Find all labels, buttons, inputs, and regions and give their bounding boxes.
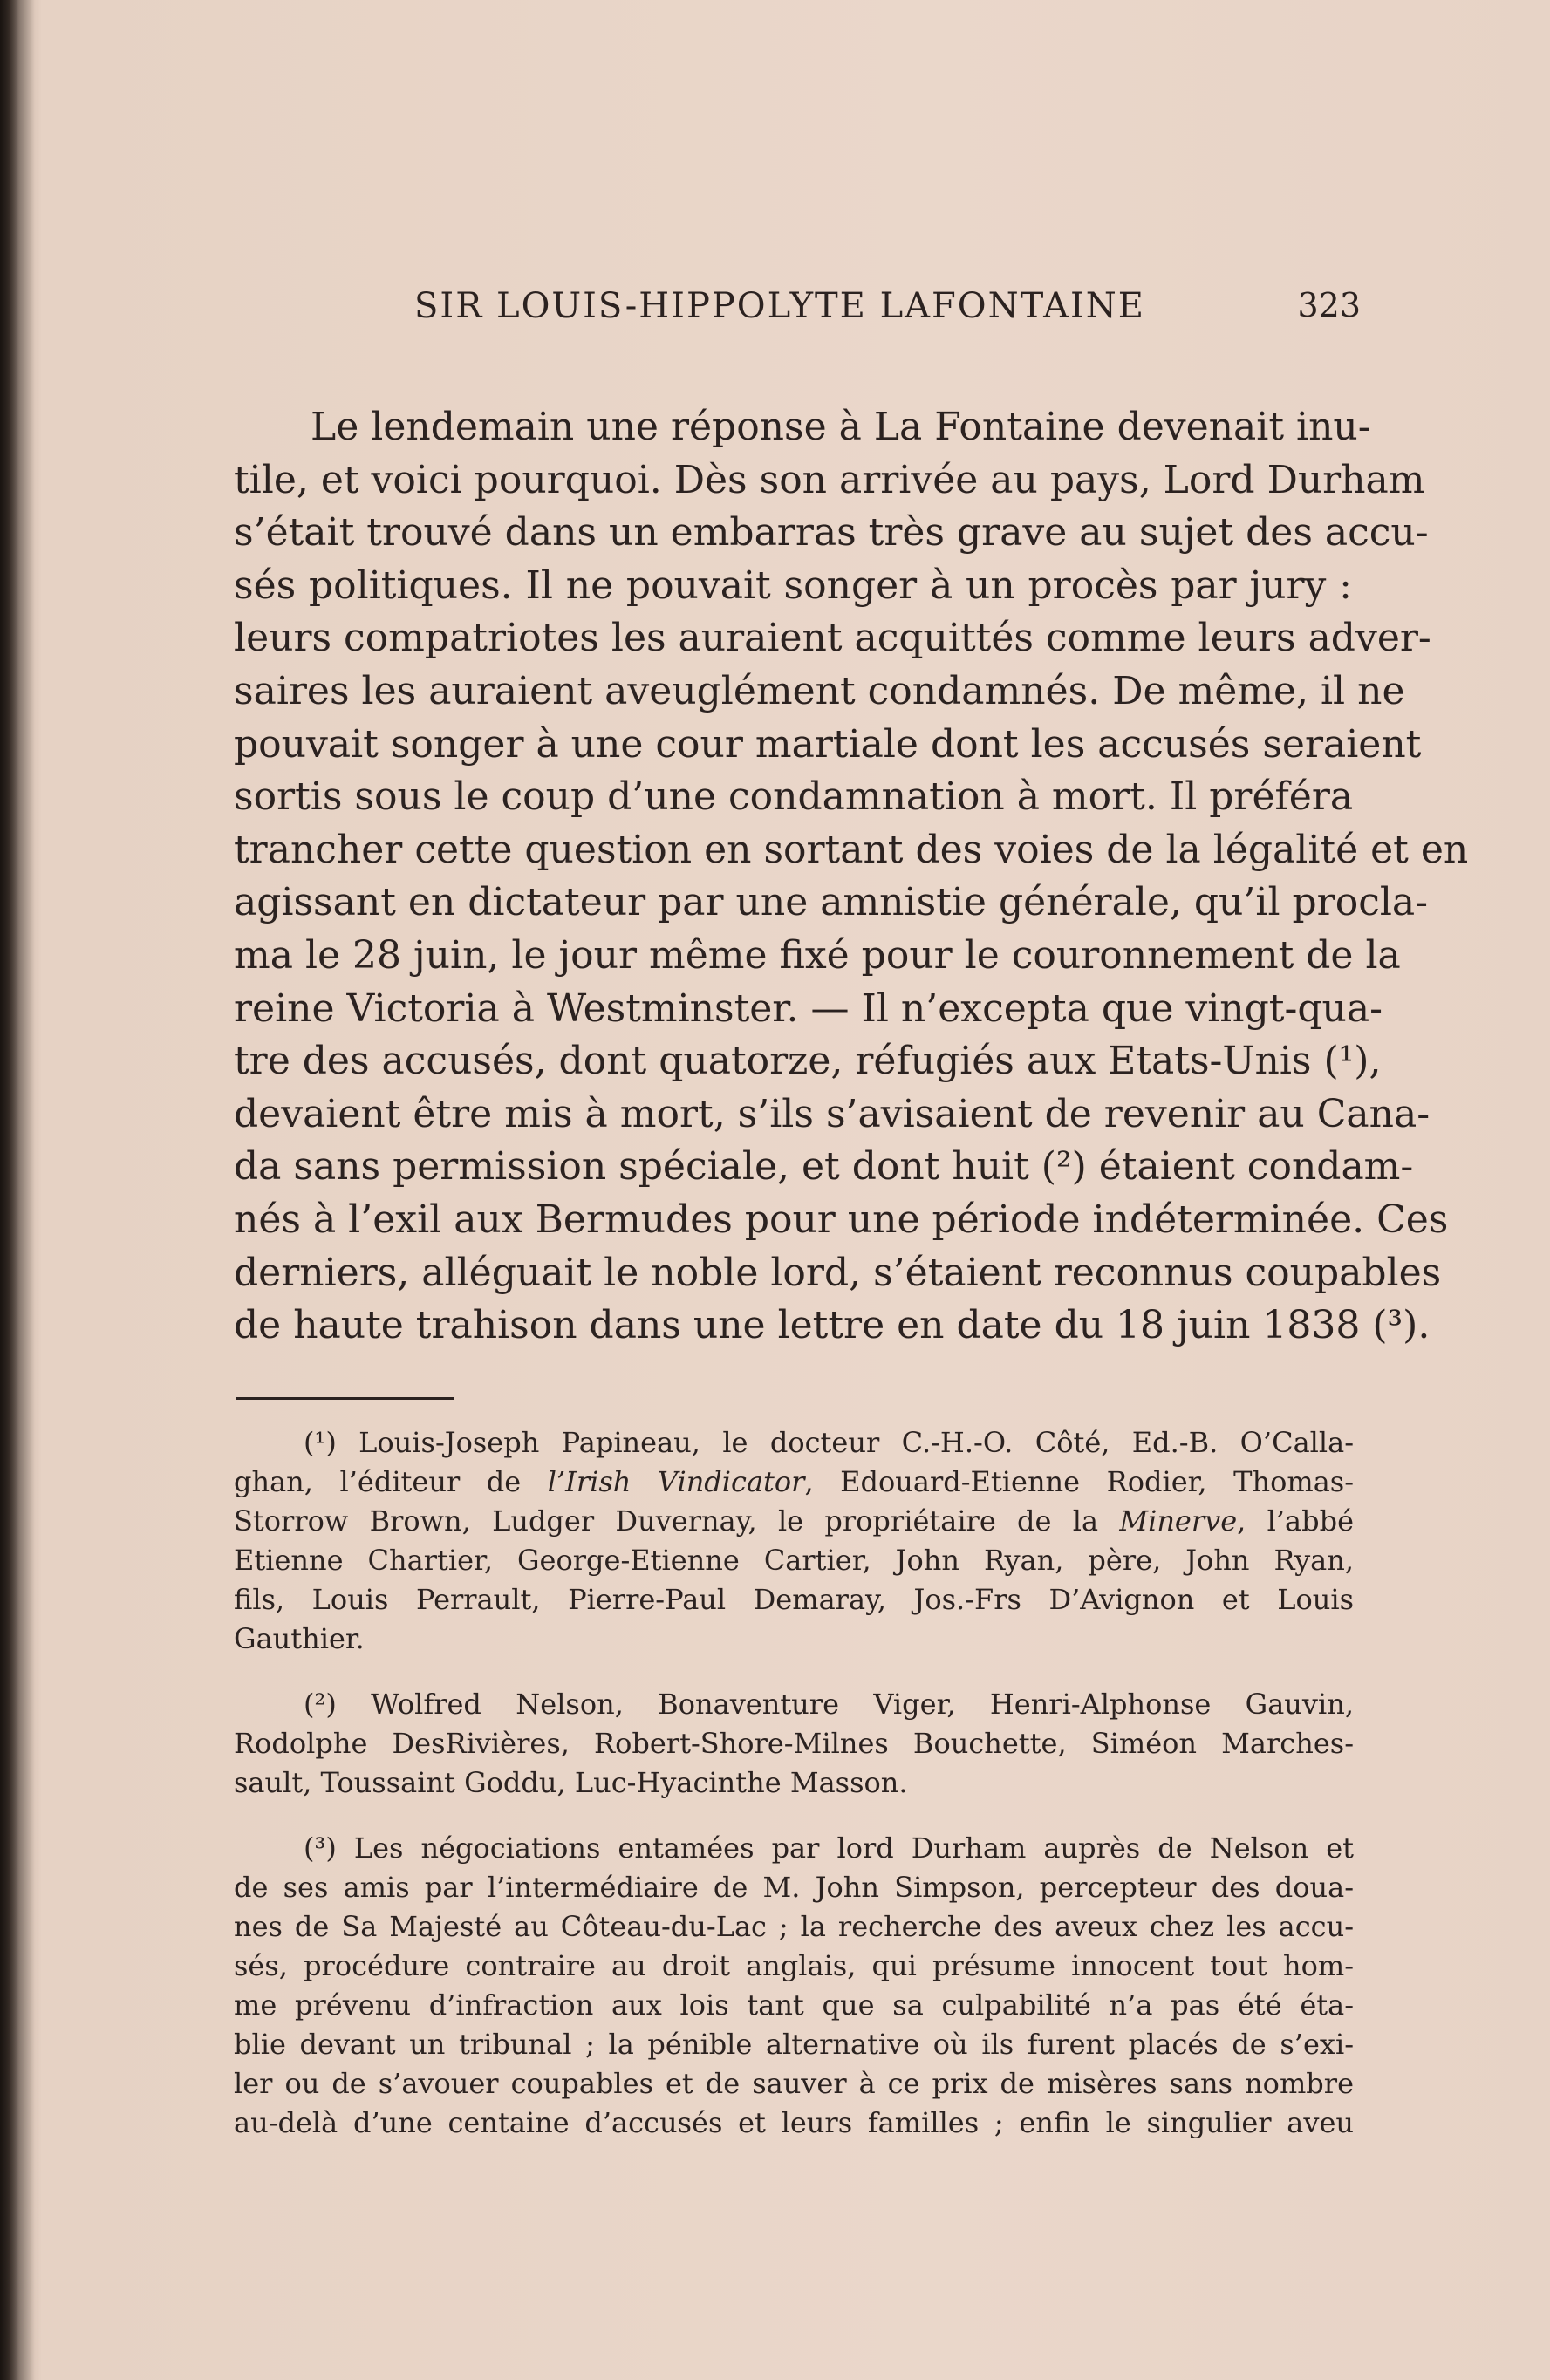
- footnote-text: , Edouard-Etienne Rodier, Thomas-: [804, 1465, 1355, 1498]
- body-text: [234, 401, 1469, 1353]
- body-line: ma le 28 juin, le jour même fixé pour le couronnement de la: [234, 932, 1401, 978]
- footnote-text: ghan, l’éditeur de: [234, 1465, 548, 1498]
- footnote-3: [234, 1829, 1354, 2143]
- footnote-line: ler ou de s’avouer coupables et de sauver à ce prix de misères sans nombre: [234, 2067, 1354, 2100]
- body-line: sortis sous le coup d’une condamnation à mort. Il préféra: [234, 774, 1354, 820]
- body-line: Le lendemain une réponse à La Fontaine devenait inu-: [311, 405, 1371, 449]
- body-line: trancher cette question en sortant des voies de la légalité et en: [234, 827, 1469, 872]
- body-line: tile, et voici pourquoi. Dès son arrivée au pays, Lord Durham: [234, 457, 1425, 502]
- footnote-text: Storrow Brown, Ludger Duvernay, le propriétaire de la: [234, 1504, 1120, 1538]
- page-number: 323: [1297, 286, 1361, 324]
- footnotes: [234, 1423, 1354, 2169]
- footnote-line: me prévenu d’infraction aux lois tant que sa culpabilité n’a pas été éta-: [234, 1988, 1354, 2022]
- footnote-line: [234, 1502, 1354, 1541]
- body-line: saires les auraient aveuglément condamnés. De même, il ne: [234, 668, 1405, 713]
- footnote-1: [234, 1423, 1354, 1659]
- body-line: s’était trouvé dans un embarras très grave au sujet des accu-: [234, 510, 1429, 556]
- body-line: leurs compatriotes les auraient acquittés comme leurs adver-: [234, 616, 1431, 661]
- footnote-line: sault, Toussaint Goddu, Luc-Hyacinthe Masson.: [234, 1766, 908, 1799]
- running-head-title: SIR LOUIS-HIPPOLYTE LAFONTAINE: [414, 286, 1145, 326]
- footnote-line: sés, procédure contraire au droit anglais, qui présume innocent tout hom-: [234, 1949, 1354, 1982]
- body-line: de haute trahison dans une lettre en date du 18 juin 1838 (³).: [234, 1303, 1431, 1348]
- body-line: nés à l’exil aux Bermudes pour une période indéterminée. Ces: [234, 1197, 1449, 1242]
- footnote-line: (²) Wolfred Nelson, Bonaventure Viger, Henri-Alphonse Gauvin,: [304, 1688, 1354, 1721]
- body-line: da sans permission spéciale, et dont huit (²) étaient condam-: [234, 1144, 1414, 1190]
- footnote-italic-title: Minerve: [1119, 1504, 1238, 1538]
- footnote-line: blie devant un tribunal ; la pénible alternative où ils furent placés de s’exi-: [234, 2028, 1354, 2061]
- footnote-line: nes de Sa Majesté au Côteau-du-Lac ; la recherche des aveux chez les accu-: [234, 1910, 1354, 1943]
- footnote-line: Rodolphe DesRivières, Robert-Shore-Milnes Bouchette, Siméon Marches-: [234, 1727, 1354, 1760]
- footnote-text: , l’abbé: [1237, 1504, 1354, 1538]
- footnote-line: Gauthier.: [234, 1622, 365, 1655]
- body-line: derniers, alléguait le noble lord, s’étaient reconnus coupables: [234, 1250, 1442, 1295]
- footnote-line: (³) Les négociations entamées par lord Durham auprès de Nelson et: [304, 1831, 1354, 1865]
- footnote-line: de ses amis par l’intermédiaire de M. John Simpson, percepteur des doua-: [234, 1871, 1354, 1904]
- body-line: devaient être mis à mort, s’ils s’avisaient de revenir au Cana-: [234, 1091, 1431, 1136]
- book-spine-shadow: [0, 0, 35, 2380]
- body-line: tre des accusés, dont quatorze, réfugiés aux Etats-Unis (¹),: [234, 1039, 1382, 1084]
- body-line: agissant en dictateur par une amnistie générale, qu’il procla-: [234, 880, 1429, 925]
- footnote-line: Etienne Chartier, George-Etienne Cartier, John Ryan, père, John Ryan,: [234, 1544, 1354, 1577]
- footnote-separator: [236, 1397, 454, 1400]
- footnote-italic-title: l’Irish Vindicator: [547, 1465, 805, 1498]
- footnote-line: (¹) Louis-Joseph Papineau, le docteur C.-H.-O. Côté, Ed.-B. O’Calla-: [304, 1426, 1354, 1459]
- footnote-2: [234, 1685, 1354, 1803]
- body-line: pouvait songer à une cour martiale dont les accusés seraient: [234, 721, 1422, 767]
- footnote-line: [234, 1463, 1354, 1502]
- body-line: sés politiques. Il ne pouvait songer à un procès par jury :: [234, 563, 1352, 608]
- body-line: reine Victoria à Westminster. — Il n’excepta que vingt-qua-: [234, 985, 1383, 1031]
- running-head: [236, 286, 1361, 330]
- footnote-line: fils, Louis Perrault, Pierre-Paul Demaray, Jos.-Frs D’Avignon et Louis: [234, 1583, 1354, 1616]
- footnote-line: au-delà d’une centaine d’accusés et leurs familles ; enfin le singulier aveu: [234, 2106, 1354, 2139]
